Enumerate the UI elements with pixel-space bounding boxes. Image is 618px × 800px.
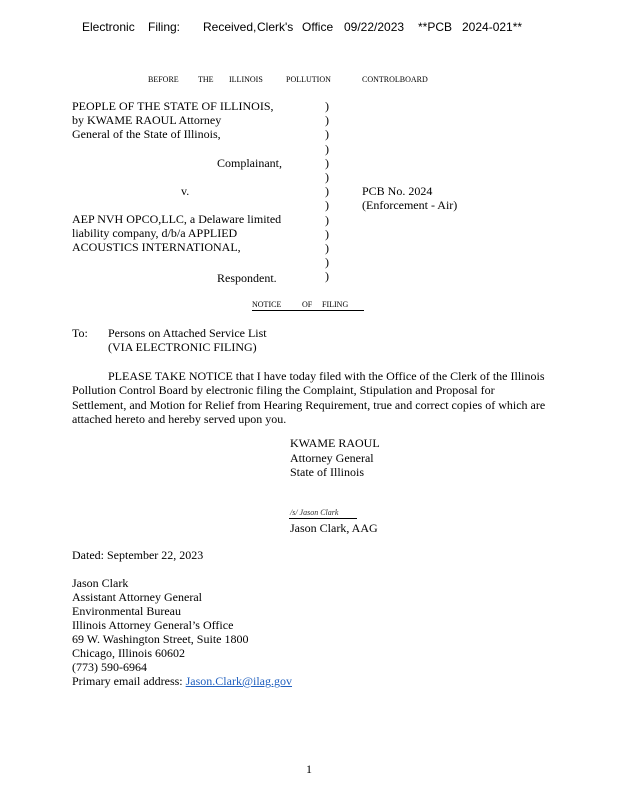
contact-street: 69 W. Washington Street, Suite 1800: [72, 632, 249, 646]
contact-bureau: Environmental Bureau: [72, 604, 181, 618]
contact-phone: (773) 590-6964: [72, 660, 147, 674]
caption-paren: ): [325, 269, 329, 284]
signature-ag-title: Attorney General: [290, 451, 374, 465]
caption-paren: ): [325, 99, 329, 113]
signature-state: State of Illinois: [290, 465, 364, 479]
notice-title-filing: FILING: [322, 300, 349, 309]
plaintiff-line: by KWAME RAOUL Attorney: [72, 113, 222, 127]
stamp-office: Office: [302, 20, 334, 34]
stamp-case: **PCB: [418, 20, 453, 34]
caption-paren: ): [325, 169, 329, 184]
versus-label: v.: [181, 184, 190, 198]
plaintiff-line: PEOPLE OF THE STATE OF ILLINOIS,: [72, 99, 274, 113]
stamp-electronic: Electronic: [82, 20, 135, 34]
paragraph-line: Settlement, and Motion for Relief from Hearing Requirement, true and correct copies of which are: [72, 397, 546, 412]
dated-line: Dated: September 22, 2023: [72, 548, 204, 562]
notice-title-of: OF: [302, 300, 313, 309]
defendant-block: [72, 212, 281, 254]
contact-city: Chicago, Illinois 60602: [72, 646, 185, 660]
caption-parentheses: [325, 99, 329, 283]
notice-paragraph: [72, 369, 562, 426]
email-link[interactable]: Jason.Clark@ilag.gov: [185, 674, 293, 688]
signature-line: [289, 518, 357, 519]
stamp-clerks: Clerk's: [257, 20, 294, 34]
board-title-before: BEFORE: [148, 75, 179, 84]
contact-office: Illinois Attorney General’s Office: [72, 618, 234, 632]
caption-paren: ): [325, 127, 329, 142]
to-line-1: Persons on Attached Service List: [108, 326, 267, 340]
signature-ag-name: KWAME RAOUL: [290, 436, 380, 450]
caption-paren: ): [325, 141, 329, 156]
board-title-illinois: ILLINOIS: [229, 75, 263, 84]
notice-title-underline: [252, 310, 364, 311]
stamp-filing: Filing:: [148, 20, 181, 34]
caption-paren: ): [325, 212, 329, 227]
board-title-pollution: POLLUTION: [286, 75, 331, 84]
caption-paren: ): [325, 184, 329, 199]
defendant-line: ACOUSTICS INTERNATIONAL,: [72, 240, 241, 254]
electronic-signature: /s/ Jason Clark: [290, 508, 339, 517]
caption-paren: ): [325, 226, 329, 241]
board-title-the: THE: [198, 75, 214, 84]
case-type: (Enforcement - Air): [362, 198, 458, 212]
board-title-control-board: CONTROLBOARD: [362, 75, 428, 84]
defendant-line: liability company, d/b/a APPLIED: [72, 226, 238, 240]
stamp-received: Received,: [203, 20, 257, 34]
to-label: To:: [72, 326, 88, 340]
case-number: PCB No. 2024: [362, 184, 433, 198]
plaintiff-line: General of the State of Illinois,: [72, 127, 221, 141]
email-label: Primary email address:: [72, 674, 186, 688]
paragraph-line: attached hereto and hereby served upon you.: [72, 411, 287, 426]
to-line-2: (VIA ELECTRONIC FILING): [108, 340, 257, 354]
contact-title: Assistant Attorney General: [72, 590, 202, 604]
contact-email-row: [72, 674, 292, 688]
signer-name: Jason Clark, AAG: [290, 521, 378, 535]
notice-title-notice: NOTICE: [252, 300, 282, 309]
paragraph-line: Pollution Control Board by electronic filing the Complaint, Stipulation and Proposal for: [72, 383, 495, 398]
contact-name: Jason Clark: [72, 576, 129, 590]
plaintiff-block: [72, 99, 274, 141]
defendant-line: AEP NVH OPCO,LLC, a Delaware limited: [72, 212, 282, 226]
caption-paren: ): [325, 155, 329, 170]
paragraph-line: PLEASE TAKE NOTICE that I have today filed with the Office of the Clerk of the Illinois: [108, 369, 545, 383]
page-number: 1: [306, 762, 312, 776]
stamp-date: 09/22/2023: [344, 20, 405, 34]
caption-paren: ): [325, 113, 329, 128]
caption-paren: ): [325, 198, 329, 213]
stamp-case-number: 2024-021**: [462, 20, 523, 34]
caption-paren: ): [325, 240, 329, 255]
complainant-label: Complainant,: [217, 156, 282, 170]
caption-paren: ): [325, 255, 329, 270]
respondent-label: Respondent.: [217, 271, 277, 285]
